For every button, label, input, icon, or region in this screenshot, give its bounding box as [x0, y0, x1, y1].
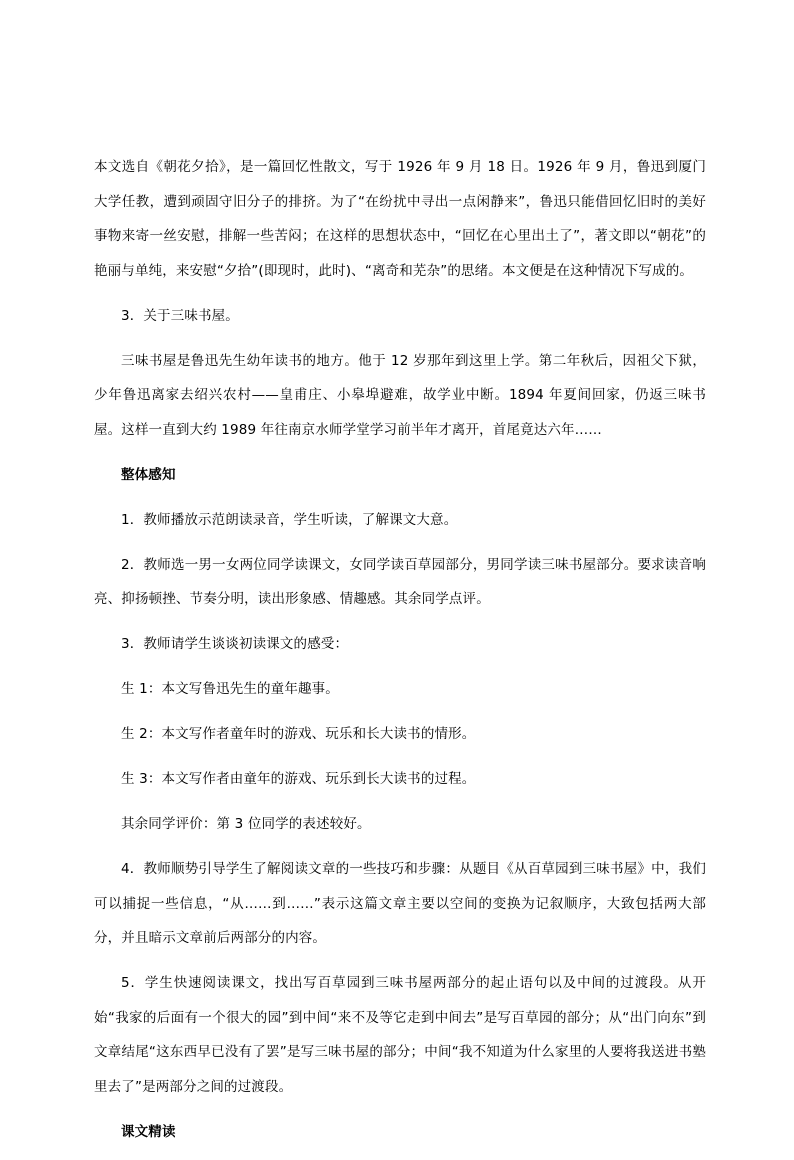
paragraph-step-5: 5．学生快速阅读课文，找出写百草园到三味书屋两部分的起止语句以及中间的过渡段。从开始“我家的后面有一个很大的园”到中间“来不及等它走到中间去”是写百草园的部分；从“出门向东”到文章结尾“这东西早已没有了罢”是写三味书屋的部分；中间“我不知道为什么家里的人要将我送进书塾里去了”是两部分之间的过渡段。	[94, 975, 706, 1095]
section-heading-close-reading: 课文精读	[121, 1123, 176, 1140]
paragraph-step-2: 2．教师选一男一女两位同学读课文，女同学读百草园部分，男同学读三味书屋部分。要求读音响亮、抑扬顿挫、节奏分明，读出形象感、情趣感。其余同学点评。	[94, 556, 706, 607]
paragraph-step-3: 3．教师请学生谈谈初读课文的感受：	[121, 636, 349, 652]
paragraph-sanwei-shuwu: 三味书屋是鲁迅先生幼年读书的地方。他于 12 岁那年到这里上学。第二年秋后，因祖父下狱，少年鲁迅离家去绍兴农村——皇甫庄、小皋埠避难，故学业中断。1894 年夏间回家，仍返三味书屋。这样一直到大约 1989 年往南京水师学堂学习前半年才离开，首尾竟达六年……	[94, 352, 706, 438]
paragraph-student-2: 生 2：本文写作者童年时的游戏、玩乐和长大读书的情形。	[121, 726, 476, 742]
document-body	[94, 150, 706, 1160]
paragraph-student-3: 生 3：本文写作者由童年的游戏、玩乐到长大读书的过程。	[121, 771, 476, 787]
paragraph-peer-evaluation: 其余同学评价：第 3 位同学的表述较好。	[121, 816, 371, 832]
paragraph-step-1: 1．教师播放示范朗读录音，学生听读，了解课文大意。	[121, 511, 458, 528]
paragraph-step-4: 4．教师顺势引导学生了解阅读文章的一些技巧和步骤：从题目《从百草园到三味书屋》中，我们可以捕捉一些信息，“从……到……”表示这篇文章主要以空间的变换为记叙顺序，大致包括两大部分，并且暗示文章前后两部分的内容。	[94, 861, 706, 946]
paragraph-item-3-heading: 3．关于三味书屋。	[121, 307, 239, 324]
paragraph-background-intro: 本文选自《朝花夕拾》，是一篇回忆性散文，写于 1926 年 9 月 18 日。1926 年 9 月，鲁迅到厦门大学任教，遭到顽固守旧分子的排挤。为了“在纷扰中寻出一点闲静来”，鲁迅只能借回忆旧时的美好事物来寄一丝安慰，排解一些苦闷；在这样的思想状态中，“回忆在心里出土了”，著文即以“朝花”的艳丽与单纯，来安慰“夕拾”(即现时，此时)、“离奇和芜杂”的思绪。本文便是在这种情况下写成的。	[94, 159, 706, 279]
section-heading-overall-perception: 整体感知	[121, 466, 176, 483]
paragraph-student-1: 生 1：本文写鲁迅先生的童年趣事。	[121, 681, 339, 697]
